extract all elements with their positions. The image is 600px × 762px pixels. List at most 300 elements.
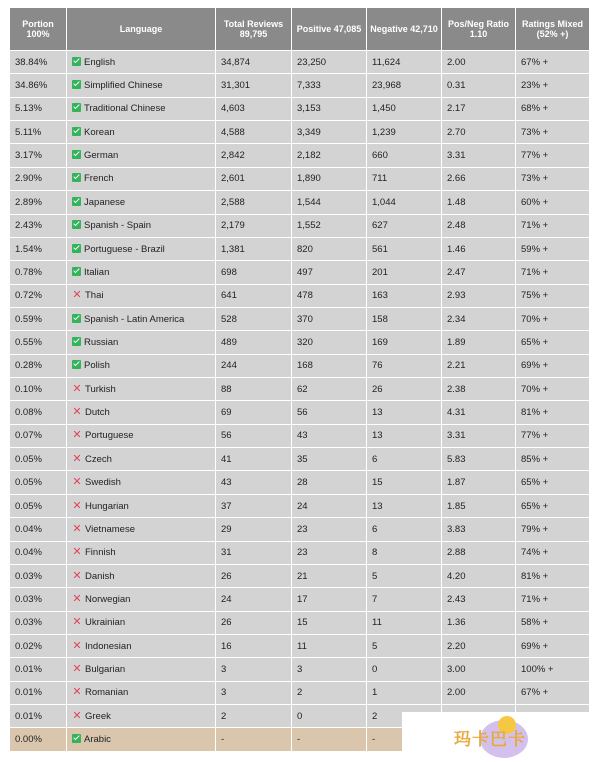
language-label: French <box>84 173 114 185</box>
language-label: Korean <box>84 126 115 138</box>
cell-negative: 169 <box>367 331 442 354</box>
cell-ratio: 2.20 <box>442 634 516 657</box>
cell-portion: 0.05% <box>10 448 67 471</box>
cell-positive: - <box>292 728 367 751</box>
cell-negative: 163 <box>367 284 442 307</box>
cell-total: 26 <box>216 564 292 587</box>
cell-language <box>67 121 216 144</box>
language-label: Bulgarian <box>85 664 126 676</box>
cell-total: 641 <box>216 284 292 307</box>
table-row <box>10 307 590 330</box>
cell-ratio: 1.87 <box>442 471 516 494</box>
language-label: Danish <box>85 570 115 582</box>
cell-positive: 23 <box>292 518 367 541</box>
cell-total: 34,874 <box>216 51 292 74</box>
cell-mixed: 85% + <box>516 448 590 471</box>
table-row <box>10 634 590 657</box>
cell-negative: 201 <box>367 261 442 284</box>
table-row <box>10 51 590 74</box>
cell-portion: 0.28% <box>10 354 67 377</box>
checkbox-checked-icon <box>72 734 81 743</box>
header-ratings-mixed: Ratings Mixed (52% +) <box>516 8 590 51</box>
cell-total: 528 <box>216 307 292 330</box>
cross-icon: ✕ <box>72 546 82 559</box>
table-row <box>10 74 590 97</box>
cell-positive: 1,890 <box>292 167 367 190</box>
cell-ratio: 2.17 <box>442 97 516 120</box>
header-positive: Positive 47,085 <box>292 8 367 51</box>
cell-ratio: 1.48 <box>442 191 516 214</box>
cross-icon: ✕ <box>72 616 82 629</box>
cell-negative: 711 <box>367 167 442 190</box>
cell-mixed: 71% + <box>516 588 590 611</box>
cell-total: 2,601 <box>216 167 292 190</box>
cell-portion: 0.08% <box>10 401 67 424</box>
cell-language <box>67 634 216 657</box>
language-label: Thai <box>85 290 104 302</box>
table-row <box>10 471 590 494</box>
cell-portion: 3.17% <box>10 144 67 167</box>
cell-positive: 2,182 <box>292 144 367 167</box>
cross-icon: ✕ <box>72 499 82 512</box>
cell-negative: 11,624 <box>367 51 442 74</box>
checkbox-checked-icon <box>72 337 81 346</box>
checkbox-checked-icon <box>72 360 81 369</box>
cell-negative: 13 <box>367 424 442 447</box>
cell-total: 31,301 <box>216 74 292 97</box>
cell-language <box>67 331 216 354</box>
cell-portion: 0.00% <box>10 728 67 751</box>
cell-language <box>67 471 216 494</box>
cell-positive: 43 <box>292 424 367 447</box>
cell-language <box>67 681 216 704</box>
table-row <box>10 588 590 611</box>
language-reviews-table <box>9 7 590 752</box>
watermark-text: 玛卡巴卡 <box>454 730 526 749</box>
cell-portion: 0.03% <box>10 564 67 587</box>
cell-negative: 76 <box>367 354 442 377</box>
cell-mixed: 77% + <box>516 144 590 167</box>
cell-total: 37 <box>216 494 292 517</box>
cell-negative: 660 <box>367 144 442 167</box>
cell-ratio: 2.66 <box>442 167 516 190</box>
cell-negative: 1,239 <box>367 121 442 144</box>
cell-ratio: 1.36 <box>442 611 516 634</box>
language-label: Polish <box>84 360 110 372</box>
language-label: Turkish <box>85 383 116 395</box>
cell-total: 2,588 <box>216 191 292 214</box>
cross-icon: ✕ <box>72 686 82 699</box>
checkbox-checked-icon <box>72 197 81 206</box>
cell-mixed: 68% + <box>516 97 590 120</box>
header-language: Language <box>67 8 216 51</box>
cross-icon: ✕ <box>72 289 82 302</box>
checkbox-checked-icon <box>72 57 81 66</box>
cell-negative: 8 <box>367 541 442 564</box>
language-label: Arabic <box>84 734 111 746</box>
language-label: Russian <box>84 336 119 348</box>
cell-positive: 24 <box>292 494 367 517</box>
cell-ratio: 2.00 <box>442 51 516 74</box>
cell-language <box>67 191 216 214</box>
cell-language <box>67 378 216 401</box>
header-negative: Negative 42,710 <box>367 8 442 51</box>
cell-mixed: 71% + <box>516 214 590 237</box>
cell-negative: 0 <box>367 658 442 681</box>
table-header-row <box>10 8 590 51</box>
cell-total: 16 <box>216 634 292 657</box>
cell-total: 56 <box>216 424 292 447</box>
table-row <box>10 121 590 144</box>
cell-portion: 0.55% <box>10 331 67 354</box>
cell-language <box>67 424 216 447</box>
checkbox-checked-icon <box>72 80 81 89</box>
cell-language <box>67 401 216 424</box>
cell-total: 24 <box>216 588 292 611</box>
cell-total: 3 <box>216 658 292 681</box>
cell-portion: 0.59% <box>10 307 67 330</box>
table-row <box>10 611 590 634</box>
cell-language <box>67 658 216 681</box>
checkbox-checked-icon <box>72 173 81 182</box>
table-row <box>10 331 590 354</box>
cell-total: 43 <box>216 471 292 494</box>
cell-portion: 34.86% <box>10 74 67 97</box>
table-row <box>10 261 590 284</box>
table-row <box>10 564 590 587</box>
cell-positive: 15 <box>292 611 367 634</box>
cell-ratio: 5.83 <box>442 448 516 471</box>
cell-portion: 0.05% <box>10 494 67 517</box>
cell-total: 4,588 <box>216 121 292 144</box>
cell-negative: 2 <box>367 705 442 728</box>
cell-ratio: 2.93 <box>442 284 516 307</box>
cell-portion: 1.54% <box>10 237 67 260</box>
cell-language <box>67 728 216 751</box>
checkbox-checked-icon <box>72 244 81 253</box>
cell-portion: 0.02% <box>10 634 67 657</box>
cell-positive: 28 <box>292 471 367 494</box>
table-row <box>10 214 590 237</box>
cell-ratio: 3.00 <box>442 658 516 681</box>
cell-negative: 1,450 <box>367 97 442 120</box>
cell-total: 2 <box>216 705 292 728</box>
cell-negative: 561 <box>367 237 442 260</box>
cell-negative: 1,044 <box>367 191 442 214</box>
cell-mixed: 65% + <box>516 331 590 354</box>
cell-ratio: 3.83 <box>442 518 516 541</box>
language-label: English <box>84 56 116 68</box>
cell-mixed: 67% + <box>516 51 590 74</box>
cell-positive: 478 <box>292 284 367 307</box>
table-row <box>10 494 590 517</box>
cell-portion: 0.72% <box>10 284 67 307</box>
table-row <box>10 541 590 564</box>
cell-mixed: 73% + <box>516 121 590 144</box>
table-row <box>10 237 590 260</box>
cell-negative: - <box>367 728 442 751</box>
cell-ratio: 2.00 <box>442 681 516 704</box>
cell-language <box>67 518 216 541</box>
cell-ratio: 2.70 <box>442 121 516 144</box>
cell-negative: 1 <box>367 681 442 704</box>
cell-ratio: 0.31 <box>442 74 516 97</box>
cell-portion: 0.05% <box>10 471 67 494</box>
cell-positive: 3 <box>292 658 367 681</box>
cell-total: 1,381 <box>216 237 292 260</box>
cell-mixed: 23% + <box>516 74 590 97</box>
cell-portion: 0.04% <box>10 541 67 564</box>
cell-ratio: 4.31 <box>442 401 516 424</box>
cell-negative: 26 <box>367 378 442 401</box>
table-row <box>10 167 590 190</box>
cell-ratio: 2.88 <box>442 541 516 564</box>
cell-language <box>67 448 216 471</box>
cell-language <box>67 494 216 517</box>
cell-mixed: 70% + <box>516 378 590 401</box>
cell-positive: 2 <box>292 681 367 704</box>
checkbox-checked-icon <box>72 103 81 112</box>
watermark-logo <box>402 712 592 758</box>
checkbox-checked-icon <box>72 150 81 159</box>
language-label: Portuguese <box>85 430 134 442</box>
cell-ratio: 3.31 <box>442 144 516 167</box>
cell-language <box>67 74 216 97</box>
cell-portion: 0.03% <box>10 588 67 611</box>
cell-mixed: 74% + <box>516 541 590 564</box>
cross-icon: ✕ <box>72 663 82 676</box>
cell-mixed: 59% + <box>516 237 590 260</box>
cell-portion: 0.01% <box>10 705 67 728</box>
cell-negative: 15 <box>367 471 442 494</box>
cell-positive: 62 <box>292 378 367 401</box>
cell-positive: 3,349 <box>292 121 367 144</box>
cell-portion: 0.01% <box>10 681 67 704</box>
cell-total: 88 <box>216 378 292 401</box>
cell-total: 698 <box>216 261 292 284</box>
language-label: Portuguese - Brazil <box>84 243 165 255</box>
cell-total: 41 <box>216 448 292 471</box>
cell-mixed: 75% + <box>516 284 590 307</box>
header-pos-neg-ratio: Pos/Neg Ratio 1.10 <box>442 8 516 51</box>
cross-icon: ✕ <box>72 429 82 442</box>
cell-positive: 23 <box>292 541 367 564</box>
cell-ratio: 2.38 <box>442 378 516 401</box>
table-row <box>10 658 590 681</box>
cell-negative: 23,968 <box>367 74 442 97</box>
cell-mixed: 71% + <box>516 261 590 284</box>
cell-language <box>67 588 216 611</box>
language-label: Simplified Chinese <box>84 80 163 92</box>
cell-portion: 38.84% <box>10 51 67 74</box>
cross-icon: ✕ <box>72 476 82 489</box>
cell-total: 4,603 <box>216 97 292 120</box>
cell-total: 2,842 <box>216 144 292 167</box>
cell-ratio: 4.20 <box>442 564 516 587</box>
cell-ratio: 2.48 <box>442 214 516 237</box>
cell-language <box>67 541 216 564</box>
cell-mixed: 65% + <box>516 494 590 517</box>
language-label: Italian <box>84 266 110 278</box>
cell-positive: 497 <box>292 261 367 284</box>
cell-negative: 7 <box>367 588 442 611</box>
cell-positive: 7,333 <box>292 74 367 97</box>
cell-negative: 158 <box>367 307 442 330</box>
cross-icon: ✕ <box>72 452 82 465</box>
cell-positive: 1,552 <box>292 214 367 237</box>
cell-mixed: 60% + <box>516 191 590 214</box>
cell-ratio: 2.47 <box>442 261 516 284</box>
cell-negative: 5 <box>367 634 442 657</box>
cell-language <box>67 144 216 167</box>
cell-language <box>67 354 216 377</box>
cell-negative: 13 <box>367 494 442 517</box>
cell-portion: 0.10% <box>10 378 67 401</box>
table-row <box>10 378 590 401</box>
cell-negative: 6 <box>367 518 442 541</box>
cell-total: - <box>216 728 292 751</box>
cell-portion: 0.01% <box>10 658 67 681</box>
cell-positive: 320 <box>292 331 367 354</box>
table-row <box>10 424 590 447</box>
language-label: Norwegian <box>85 593 131 605</box>
cell-language <box>67 611 216 634</box>
cell-mixed: 67% + <box>516 681 590 704</box>
cell-positive: 35 <box>292 448 367 471</box>
cell-total: 2,179 <box>216 214 292 237</box>
table-row <box>10 354 590 377</box>
checkbox-checked-icon <box>72 314 81 323</box>
cell-total: 26 <box>216 611 292 634</box>
table-row <box>10 448 590 471</box>
cell-language <box>67 284 216 307</box>
cell-ratio: 2.34 <box>442 307 516 330</box>
cell-ratio: 1.46 <box>442 237 516 260</box>
language-label: Swedish <box>85 477 121 489</box>
cell-negative: 6 <box>367 448 442 471</box>
cell-mixed: 73% + <box>516 167 590 190</box>
cross-icon: ✕ <box>72 382 82 395</box>
checkbox-checked-icon <box>72 220 81 229</box>
cell-negative: 11 <box>367 611 442 634</box>
language-label: Spanish - Latin America <box>84 313 185 325</box>
table-row <box>10 191 590 214</box>
cross-icon: ✕ <box>72 406 82 419</box>
cell-mixed: 79% + <box>516 518 590 541</box>
cell-portion: 5.13% <box>10 97 67 120</box>
cell-total: 69 <box>216 401 292 424</box>
cell-positive: 21 <box>292 564 367 587</box>
table-row <box>10 284 590 307</box>
language-label: Finnish <box>85 547 116 559</box>
language-label: Indonesian <box>85 640 132 652</box>
language-label: Dutch <box>85 407 110 419</box>
cell-mixed: 77% + <box>516 424 590 447</box>
language-label: Czech <box>85 453 112 465</box>
cell-ratio: 3.31 <box>442 424 516 447</box>
language-label: Romanian <box>85 687 129 699</box>
language-label: Spanish - Spain <box>84 220 152 232</box>
cell-positive: 820 <box>292 237 367 260</box>
language-label: Greek <box>85 710 111 722</box>
cell-ratio: 2.21 <box>442 354 516 377</box>
cell-positive: 168 <box>292 354 367 377</box>
table-row <box>10 681 590 704</box>
language-label: Ukrainian <box>85 617 126 629</box>
cell-ratio: 1.89 <box>442 331 516 354</box>
table-row <box>10 518 590 541</box>
header-total-reviews: Total Reviews 89,795 <box>216 8 292 51</box>
cell-language <box>67 261 216 284</box>
cell-mixed: 69% + <box>516 354 590 377</box>
table-row <box>10 401 590 424</box>
cross-icon: ✕ <box>72 639 82 652</box>
cross-icon: ✕ <box>72 522 82 535</box>
cell-language <box>67 97 216 120</box>
cell-positive: 23,250 <box>292 51 367 74</box>
cross-icon: ✕ <box>72 709 82 722</box>
cross-icon: ✕ <box>72 592 82 605</box>
cell-portion: 5.11% <box>10 121 67 144</box>
cell-language <box>67 307 216 330</box>
language-label: Hungarian <box>85 500 129 512</box>
cell-portion: 2.89% <box>10 191 67 214</box>
cell-language <box>67 167 216 190</box>
cell-total: 244 <box>216 354 292 377</box>
cell-negative: 13 <box>367 401 442 424</box>
cell-negative: 5 <box>367 564 442 587</box>
language-label: Traditional Chinese <box>84 103 166 115</box>
language-label: German <box>84 150 119 162</box>
cell-portion: 0.07% <box>10 424 67 447</box>
cell-ratio: 2.43 <box>442 588 516 611</box>
cell-total: 3 <box>216 681 292 704</box>
cell-mixed: 70% + <box>516 307 590 330</box>
cell-portion: 0.03% <box>10 611 67 634</box>
cell-positive: 370 <box>292 307 367 330</box>
table-row <box>10 97 590 120</box>
cell-language <box>67 237 216 260</box>
cell-portion: 0.04% <box>10 518 67 541</box>
cell-mixed: 81% + <box>516 401 590 424</box>
cell-mixed: 69% + <box>516 634 590 657</box>
cell-positive: 0 <box>292 705 367 728</box>
cell-mixed: 65% + <box>516 471 590 494</box>
cell-positive: 3,153 <box>292 97 367 120</box>
cell-mixed: 81% + <box>516 564 590 587</box>
cell-negative: 627 <box>367 214 442 237</box>
cell-positive: 11 <box>292 634 367 657</box>
cell-portion: 0.78% <box>10 261 67 284</box>
language-label: Vietnamese <box>85 523 135 535</box>
cell-language <box>67 705 216 728</box>
language-label: Japanese <box>84 196 126 208</box>
cell-positive: 17 <box>292 588 367 611</box>
cell-total: 489 <box>216 331 292 354</box>
checkbox-checked-icon <box>72 267 81 276</box>
table-row <box>10 144 590 167</box>
cell-language <box>67 51 216 74</box>
cross-icon: ✕ <box>72 569 82 582</box>
cell-positive: 1,544 <box>292 191 367 214</box>
cell-total: 29 <box>216 518 292 541</box>
cell-mixed: 100% + <box>516 658 590 681</box>
cell-total: 31 <box>216 541 292 564</box>
header-portion: Portion 100% <box>10 8 67 51</box>
cell-mixed: 58% + <box>516 611 590 634</box>
cell-positive: 56 <box>292 401 367 424</box>
cell-portion: 2.90% <box>10 167 67 190</box>
